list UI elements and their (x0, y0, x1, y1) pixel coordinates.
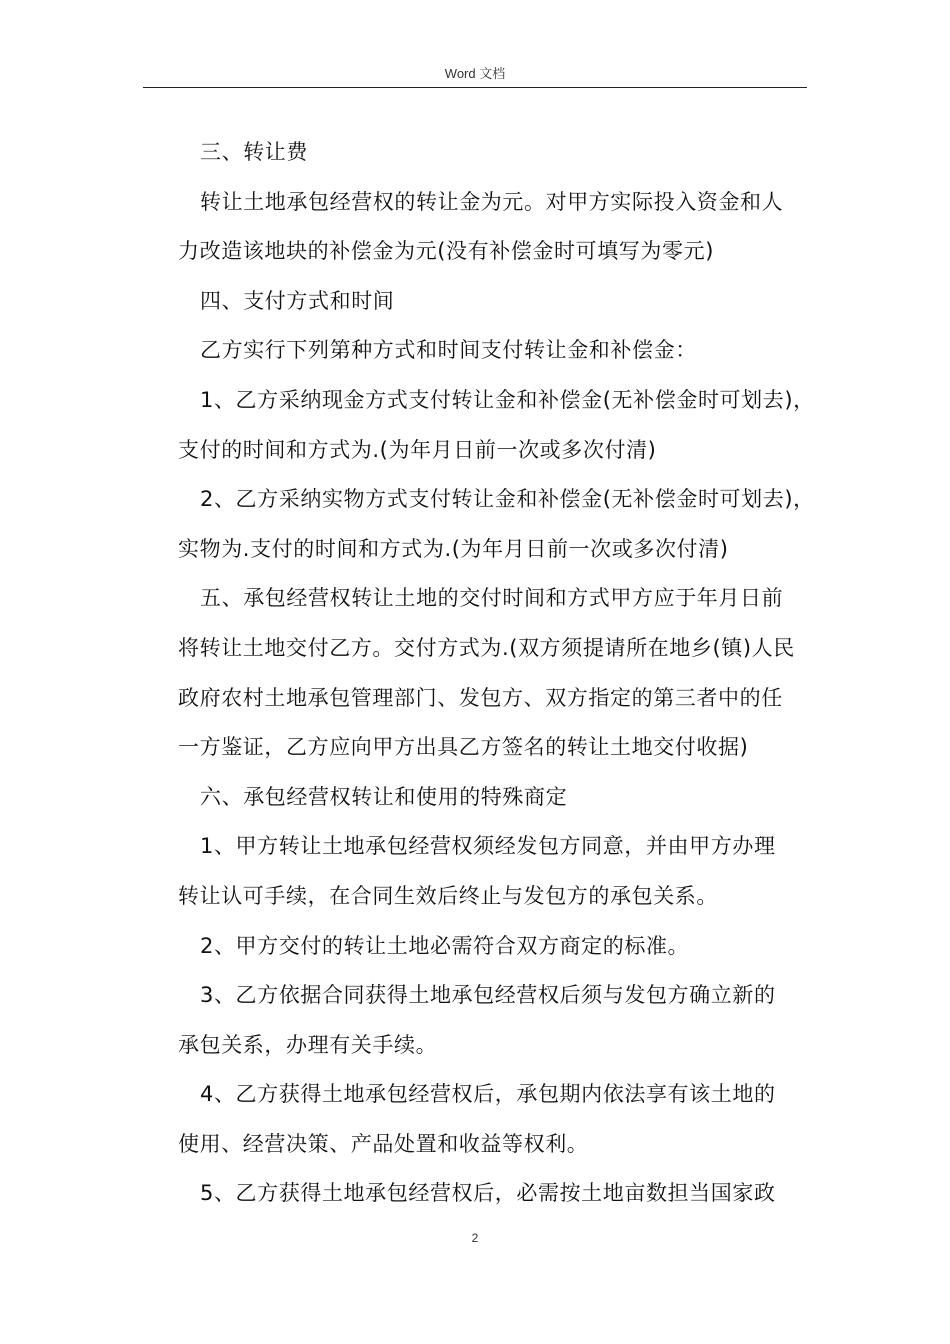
paragraph-line: 六、承包经营权转让和使用的特殊商定 (200, 784, 568, 809)
paragraph-line: 政府农村土地承包管理部门、发包方、双方指定的第三者中的任 (178, 685, 783, 710)
paragraph-line: 四、支付方式和时间 (200, 288, 395, 313)
paragraph-line: 1、乙方采纳现金方式支付转让金和补偿金(无补偿金时可划去)， (200, 387, 815, 412)
paragraph-line: 承包关系，办理有关手续。 (178, 1032, 438, 1057)
paragraph-line: 1、甲方转让土地承包经营权须经发包方同意，并由甲方办理 (200, 834, 776, 859)
paragraph-line: 4、乙方获得土地承包经营权后，承包期内依法享有该土地的 (200, 1082, 776, 1107)
paragraph-line: 五、承包经营权转让土地的交付时间和方式甲方应于年月日前 (200, 586, 784, 611)
paragraph-line: 2、乙方采纳实物方式支付转让金和补偿金(无补偿金时可划去)， (200, 487, 815, 512)
paragraph-line: 使用、经营决策、产品处置和收益等权利。 (178, 1131, 589, 1156)
paragraph-line: 三、转让费 (200, 140, 308, 164)
paragraph-line: 将转让土地交付乙方。交付方式为.(双方须提请所在地乡(镇)人民 (178, 635, 795, 660)
paragraph-line: 支付的时间和方式为.(为年月日前一次或多次付清) (178, 437, 657, 462)
paragraph-line: 一方鉴证，乙方应向甲方出具乙方签名的转让土地交付收据) (178, 735, 749, 760)
document-body (178, 128, 818, 1219)
paragraph-line: 5、乙方获得土地承包经营权后，必需按土地亩数担当国家政 (200, 1181, 776, 1206)
paragraph-line: 实物为.支付的时间和方式为.(为年月日前一次或多次付清) (178, 536, 729, 561)
paragraph-line: 2、甲方交付的转让土地必需符合双方商定的标准。 (200, 933, 690, 958)
page-number: 2 (471, 1231, 479, 1245)
paragraph-line: 乙方实行下列第种方式和时间支付转让金和补偿金： (200, 338, 697, 363)
paragraph-line: 转让认可手续，在合同生效后终止与发包方的承包关系。 (178, 883, 718, 908)
paragraph-line: 转让土地承包经营权的转让金为元。对甲方实际投入资金和人 (200, 189, 784, 214)
header-divider (143, 87, 807, 88)
page-header: Word 文档 (444, 66, 506, 81)
paragraph-line: 力改造该地块的补偿金为元(没有补偿金时可填写为零元) (178, 239, 714, 264)
paragraph-line: 3、乙方依据合同获得土地承包经营权后须与发包方确立新的 (200, 983, 776, 1008)
